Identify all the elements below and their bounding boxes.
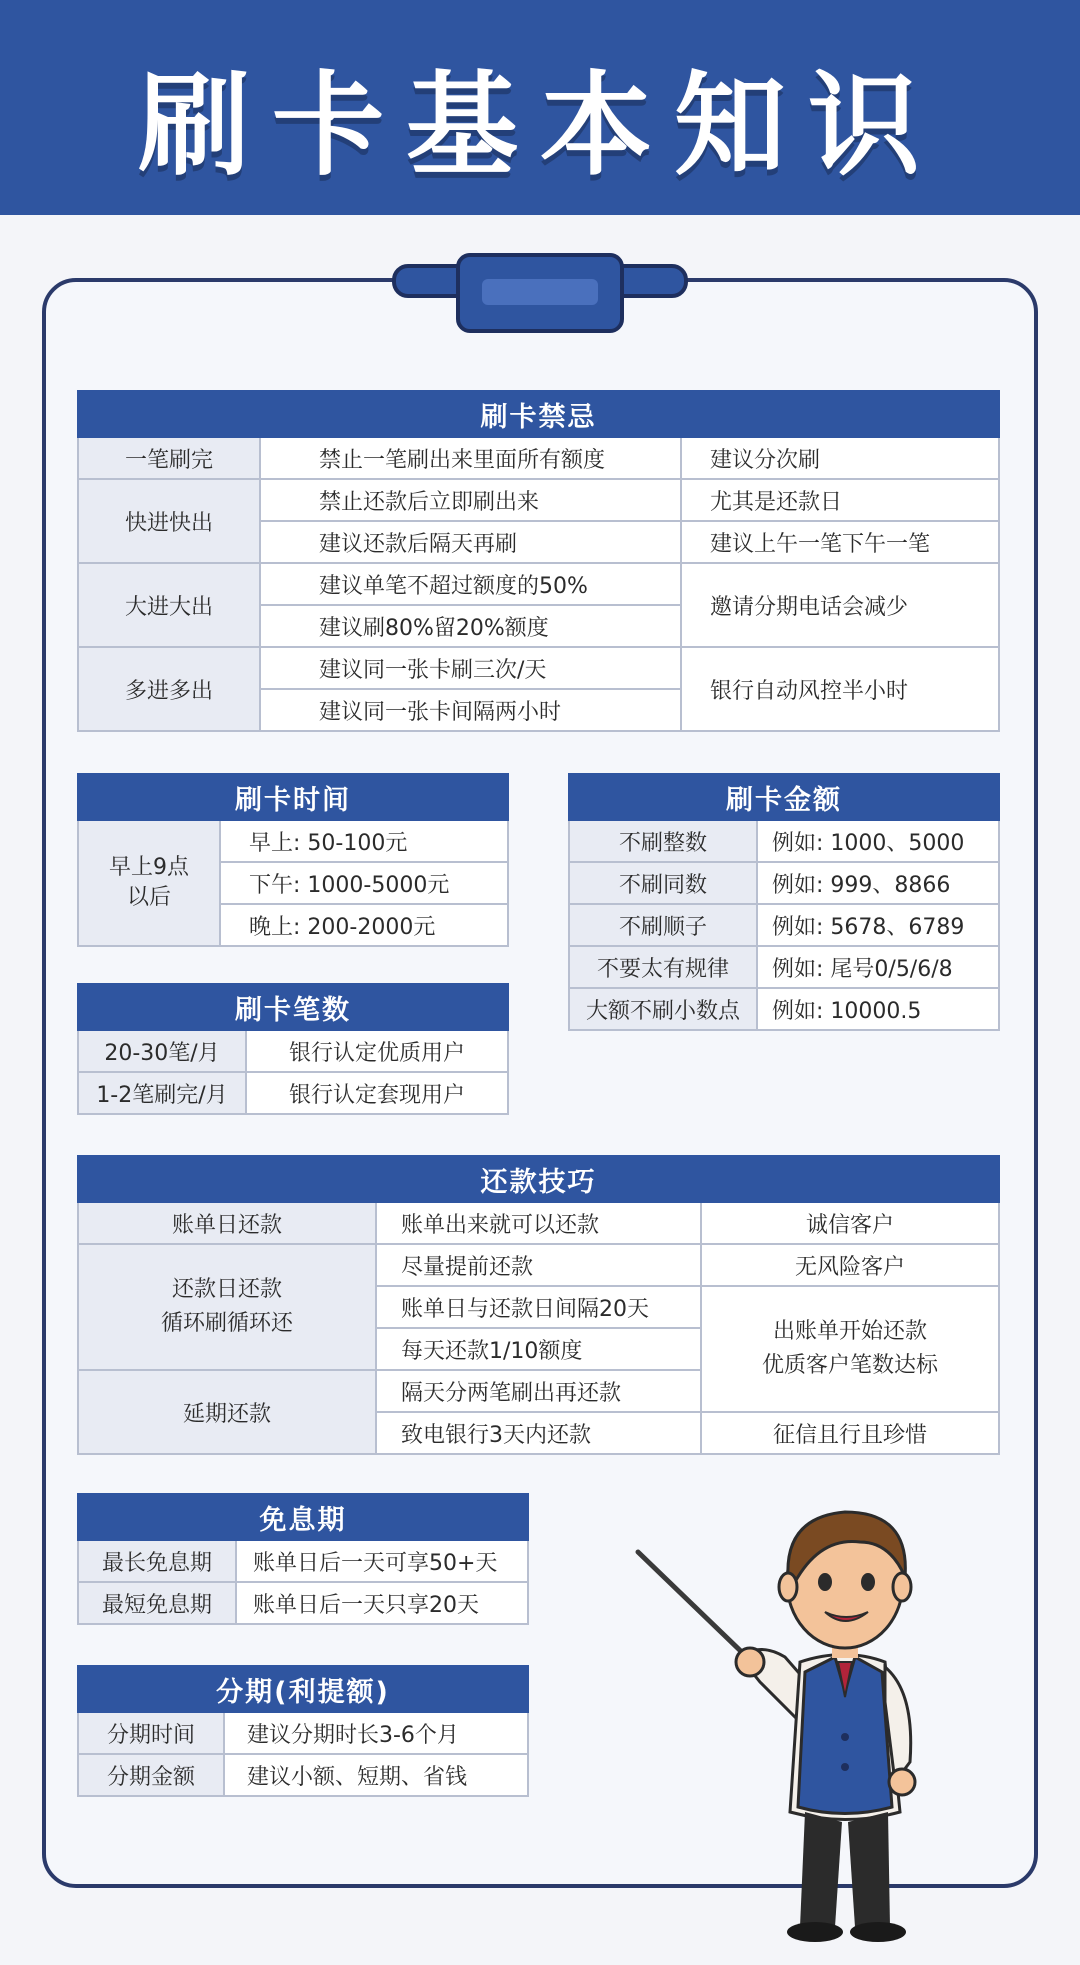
installment-label: 分期时间 [78, 1712, 224, 1754]
count-cell: 银行认定优质用户 [246, 1030, 508, 1072]
taboo-label: 大进大出 [78, 563, 260, 647]
count-table [77, 983, 509, 1115]
page-title: 刷卡基本知识 [138, 61, 942, 191]
taboo-cell: 建议还款后隔天再刷 [260, 521, 681, 563]
taboo-cell: 银行自动风控半小时 [681, 647, 999, 731]
teacher-character-icon [620, 1482, 960, 1952]
amount-cell: 例如: 999、8866 [757, 862, 999, 904]
taboo-cell: 建议刷80%留20%额度 [260, 605, 681, 647]
amount-label: 不刷整数 [569, 820, 757, 862]
free-period-table [77, 1493, 529, 1625]
taboo-cell: 建议同一张卡刷三次/天 [260, 647, 681, 689]
count-label: 20-30笔/月 [78, 1030, 246, 1072]
repay-label: 还款日还款 循环刷循环还 [78, 1244, 376, 1370]
amount-header: 刷卡金额 [569, 774, 999, 820]
taboo-cell: 建议同一张卡间隔两小时 [260, 689, 681, 731]
taboo-cell: 邀请分期电话会减少 [681, 563, 999, 647]
installment-table [77, 1665, 529, 1797]
installment-cell: 建议分期时长3-6个月 [224, 1712, 528, 1754]
repay-cell: 出账单开始还款 优质客户笔数达标 [701, 1286, 999, 1412]
amount-table [568, 773, 1000, 1031]
taboo-header: 刷卡禁忌 [78, 391, 999, 437]
taboo-cell: 禁止还款后立即刷出来 [260, 479, 681, 521]
installment-cell: 建议小额、短期、省钱 [224, 1754, 528, 1796]
clipboard-clip-icon [456, 253, 624, 333]
count-label: 1-2笔刷完/月 [78, 1072, 246, 1114]
amount-cell: 例如: 10000.5 [757, 988, 999, 1030]
installment-label: 分期金额 [78, 1754, 224, 1796]
repay-table [77, 1155, 1000, 1455]
taboo-cell: 禁止一笔刷出来里面所有额度 [260, 437, 681, 479]
free-period-cell: 账单日后一天只享20天 [236, 1582, 528, 1624]
amount-label: 大额不刷小数点 [569, 988, 757, 1030]
repay-cell: 账单日与还款日间隔20天 [376, 1286, 701, 1328]
time-cell: 晚上: 200-2000元 [220, 904, 508, 946]
free-period-label: 最短免息期 [78, 1582, 236, 1624]
taboo-table [77, 390, 1000, 732]
repay-cell: 致电银行3天内还款 [376, 1412, 701, 1454]
installment-header: 分期(利提额) [78, 1666, 528, 1712]
repay-cell: 征信且行且珍惜 [701, 1412, 999, 1454]
repay-label: 账单日还款 [78, 1202, 376, 1244]
repay-header: 还款技巧 [78, 1156, 999, 1202]
repay-cell: 每天还款1/10额度 [376, 1328, 701, 1370]
count-cell: 银行认定套现用户 [246, 1072, 508, 1114]
repay-label: 延期还款 [78, 1370, 376, 1454]
amount-cell: 例如: 尾号0/5/6/8 [757, 946, 999, 988]
count-header: 刷卡笔数 [78, 984, 508, 1030]
amount-label: 不刷同数 [569, 862, 757, 904]
time-header: 刷卡时间 [78, 774, 508, 820]
taboo-label: 快进快出 [78, 479, 260, 563]
repay-cell: 账单出来就可以还款 [376, 1202, 701, 1244]
amount-label: 不刷顺子 [569, 904, 757, 946]
taboo-cell: 建议分次刷 [681, 437, 999, 479]
amount-cell: 例如: 1000、5000 [757, 820, 999, 862]
repay-cell: 诚信客户 [701, 1202, 999, 1244]
repay-cell: 隔天分两笔刷出再还款 [376, 1370, 701, 1412]
free-period-cell: 账单日后一天可享50+天 [236, 1540, 528, 1582]
amount-label: 不要太有规律 [569, 946, 757, 988]
taboo-label: 一笔刷完 [78, 437, 260, 479]
amount-cell: 例如: 5678、6789 [757, 904, 999, 946]
repay-cell: 无风险客户 [701, 1244, 999, 1286]
repay-cell: 尽量提前还款 [376, 1244, 701, 1286]
time-label: 早上9点 以后 [78, 820, 220, 946]
time-cell: 下午: 1000-5000元 [220, 862, 508, 904]
taboo-cell: 建议单笔不超过额度的50% [260, 563, 681, 605]
taboo-cell: 尤其是还款日 [681, 479, 999, 521]
time-table [77, 773, 509, 947]
taboo-label: 多进多出 [78, 647, 260, 731]
free-period-header: 免息期 [78, 1494, 528, 1540]
taboo-cell: 建议上午一笔下午一笔 [681, 521, 999, 563]
free-period-label: 最长免息期 [78, 1540, 236, 1582]
time-cell: 早上: 50-100元 [220, 820, 508, 862]
